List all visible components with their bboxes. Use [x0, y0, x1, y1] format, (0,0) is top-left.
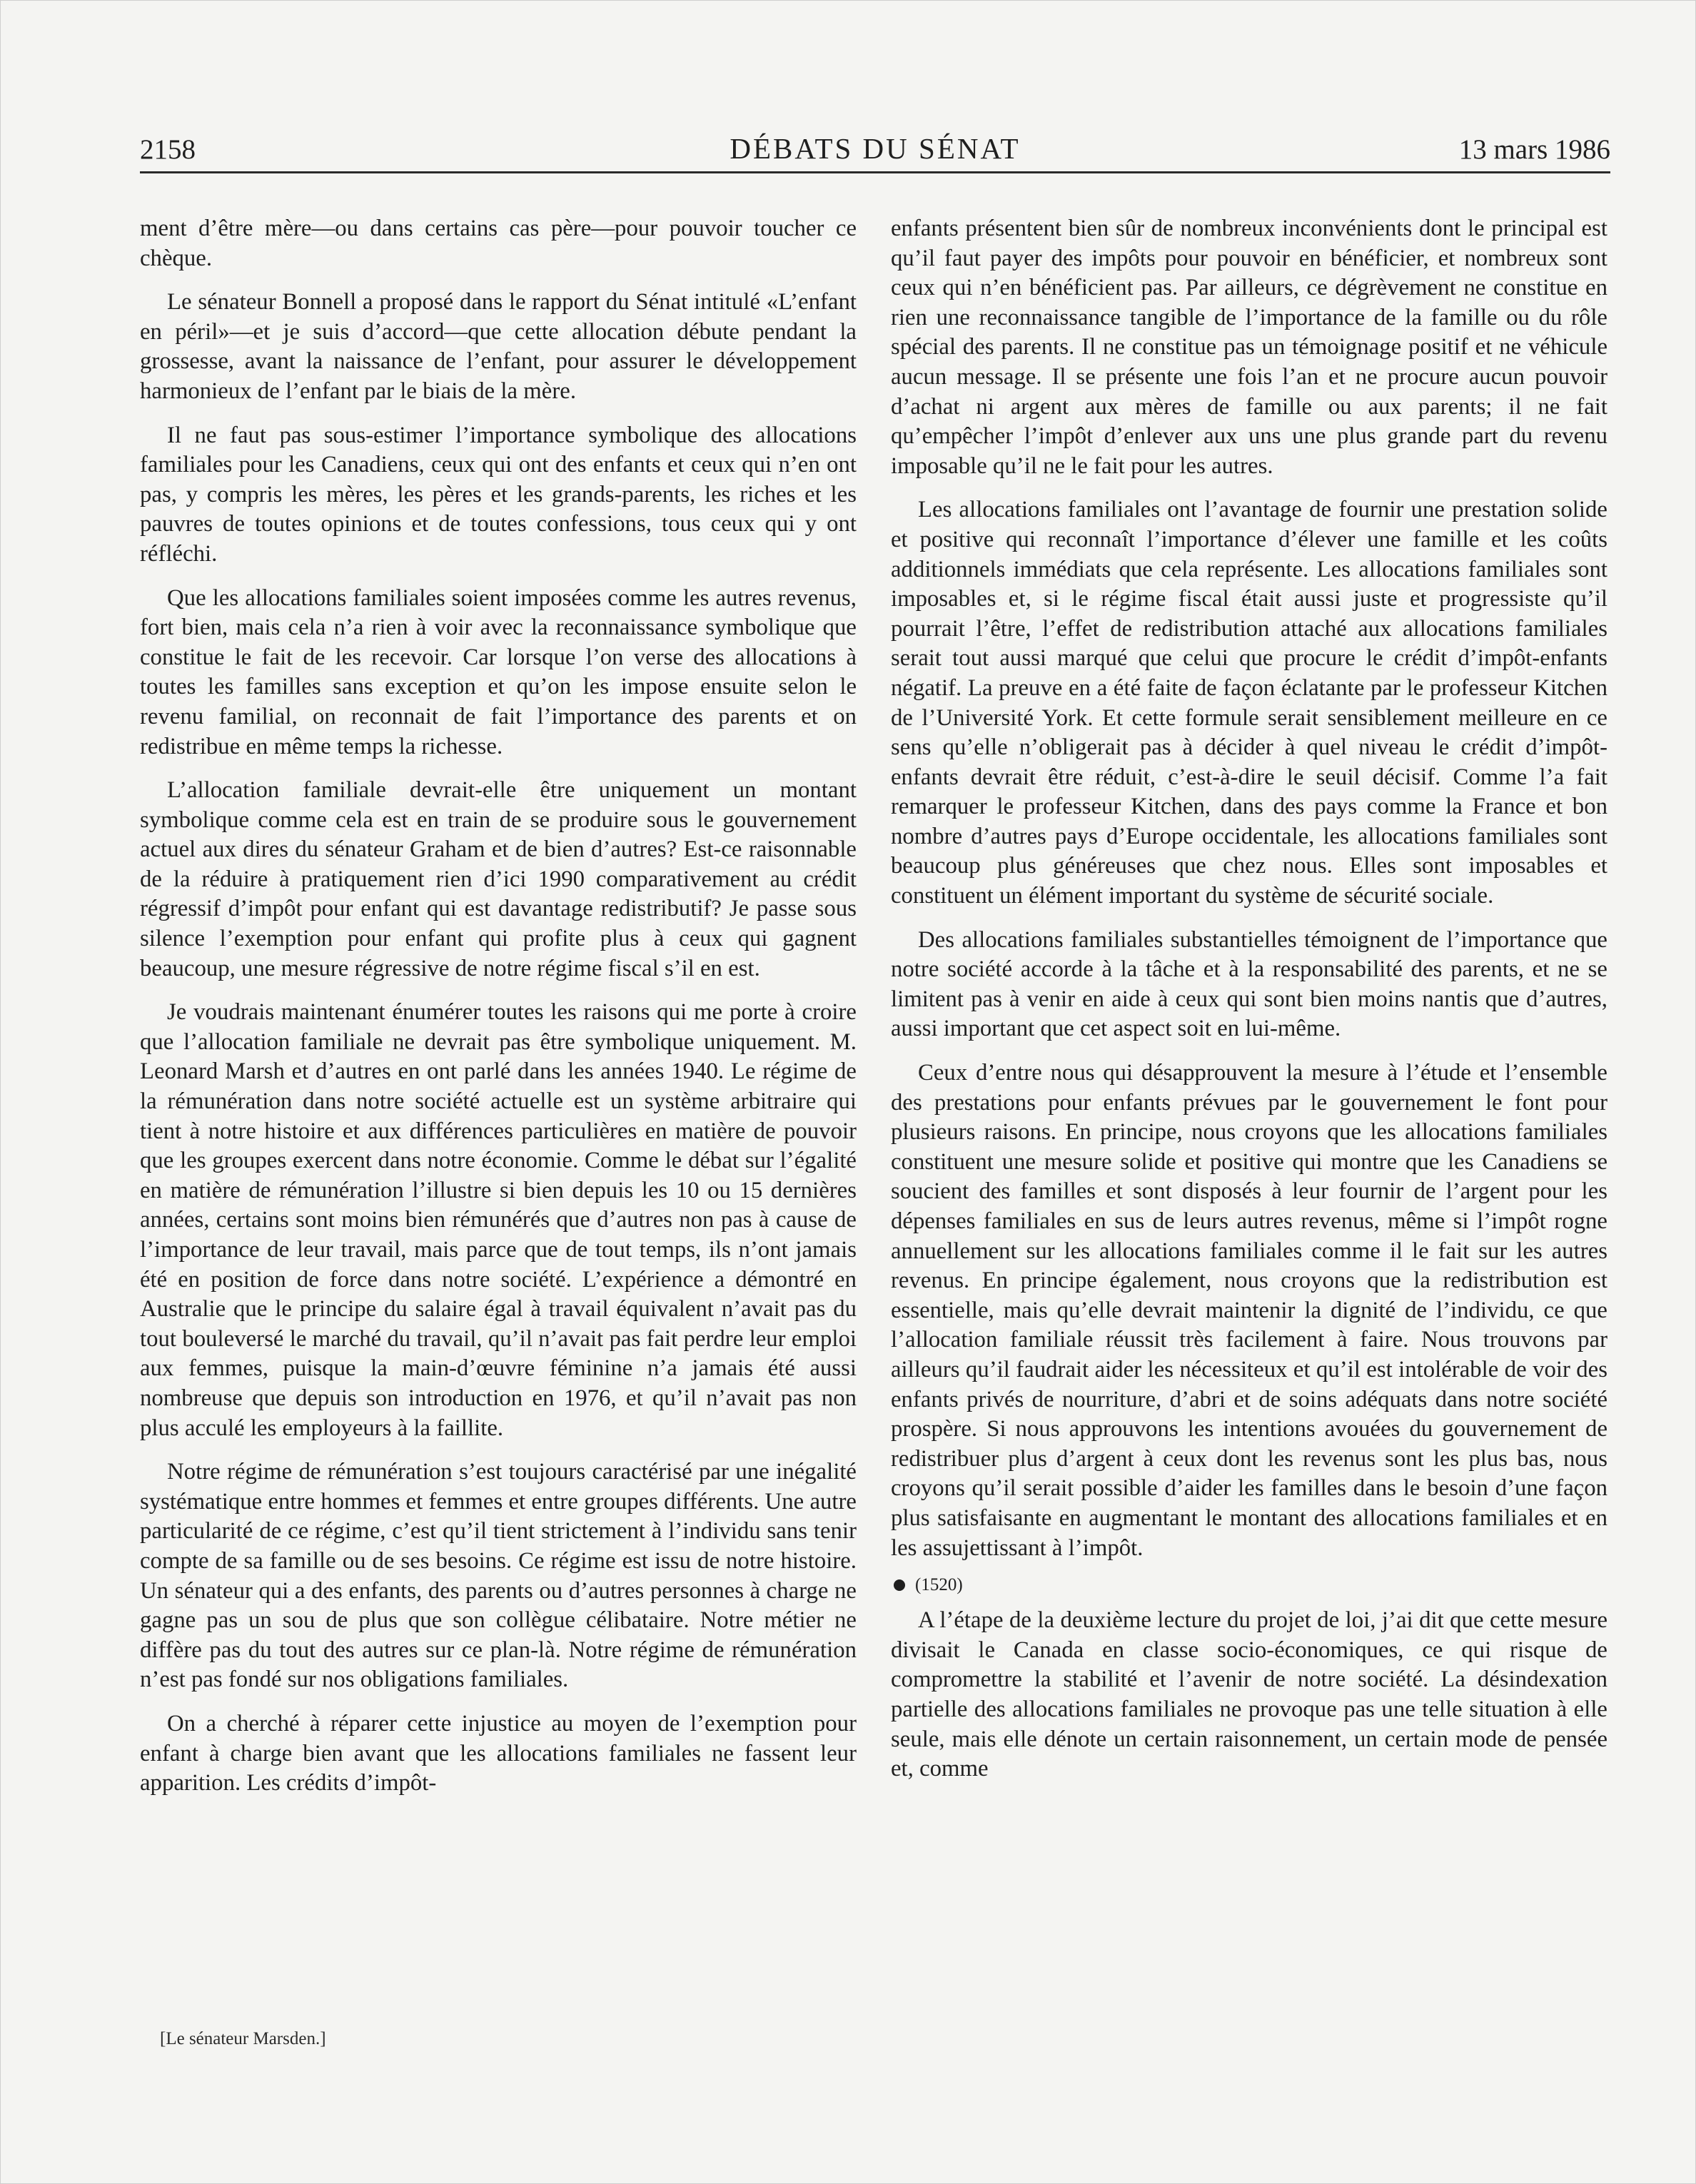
- speaker-footnote: [Le sénateur Marsden.]: [160, 2029, 326, 2048]
- paragraph: Le sénateur Bonnell a proposé dans le rapport du Sénat intitulé «L’enfant en péril»—et je suis d’accord—que cette allocation débute pendant la grossesse, avant la naissance de l’enfant, pour assurer le développement harmonieux de l’enfant par le biais de la mère.: [140, 289, 857, 404]
- page-title: DÉBATS DU SÉNAT: [730, 132, 1021, 165]
- paragraph: Des allocations familiales substantielles témoignent de l’importance que notre société accorde à la tâche et à la responsabilité des parents, et ne se limitent pas à venir en aide à ceux qui sont bien moins nantis que d’autres, aussi important que cet aspect soit en lui-même.: [891, 926, 1607, 1042]
- header-rule: [140, 171, 1610, 173]
- page-date: 13 mars 1986: [1458, 134, 1610, 165]
- page-number: 2158: [140, 134, 196, 165]
- paragraph: Il ne faut pas sous-estimer l’importance symbolique des allocations familiales pour les Canadiens, ceux qui ont des enfants et ceux qui n’en ont pas, y compris les mères, les pères et les grands-parents, les riches et les pauvres de toutes opinions et de toutes confessions, tous ceux qui y ont réfléchi.: [140, 422, 857, 567]
- paragraph: A l’étape de la deuxième lecture du projet de loi, j’ai dit que cette mesure divisait le Canada en classe socio-économiques, ce qui risque de compromettre la stabilité et l’avenir de notre société. La désindexation partielle des allocations familiales ne provoque pas une telle situation à elle seule, mais elle dénote un certain raisonnement, un certain mode de pensée et, comme: [891, 1607, 1607, 1782]
- right-column: [891, 214, 1607, 1784]
- paragraph: Ceux d’entre nous qui désapprouvent la mesure à l’étude et l’ensemble des prestations pour enfants prévues par le gouvernement le font pour plusieurs raisons. En principe, nous croyons que les allocations familiales constituent une mesure solide et positive qui montre que les Canadiens se soucient des familles et sont disposés à leur fournir de l’argent pour les dépenses familiales en sus de leurs autres revenus, même si l’impôt rogne annuellement sur les allocations familiales comme il le fait sur les autres revenus. En principe également, nous croyons que la redistribution est essentielle, mais qu’elle devrait maintenir la dignité de l’individu, ce que l’allocation familiale réussit très facilement à faire. Nous trouvons par ailleurs qu’il faudrait aider les nécessiteux et qu’il est intolérable de voir des enfants privés de nourriture, d’abri et de soins adéquats dans notre société prospère. Si nous approuvons les intentions avouées du gouvernement de redistribuer plus d’argent à ceux dont les revenus sont les plus bas, nous croyons qu’il serait possible d’aider les familles dans le besoin d’une façon plus satisfaisante en augmentant le montant des allocations familiales et en les assujettissant à l’impôt.: [891, 1060, 1607, 1561]
- paragraph: enfants présentent bien sûr de nombreux inconvénients dont le principal est qu’il faut payer des impôts pour pouvoir en bénéficier, et nombreux sont ceux qui n’en bénéficient pas. Par ailleurs, ce dégrèvement ne constitue en rien une reconnaissance tangible de l’importance de la famille ou du rôle spécial des parents. Il ne constitue pas un témoignage positif et ne véhicule aucun message. Il se présente une fois l’an et ne procure aucun pouvoir d’achat ni argent aux mères de famille ou aux parents; il ne fait qu’empêcher l’impôt d’enlever aux uns une plus grande part du revenu imposable qu’il ne le fait pour les autres.: [891, 216, 1607, 479]
- timestamp-text: (1520): [915, 1575, 963, 1595]
- paragraph: Je voudrais maintenant énumérer toutes les raisons qui me porte à croire que l’allocation familiale ne devrait pas être symbolique uniquement. M. Leonard Marsh et d’autres en ont parlé dans les années 1940. Le régime de la rémunération dans notre société actuelle est un système arbitraire qui tient à notre histoire et aux différences particulières en matière de pouvoir que les groupes exercent dans notre économie. Comme le débat sur l’égalité en matière de rémunération l’illustre si bien depuis les 10 ou 15 dernières années, certains sont moins bien rémunérés que d’autres non pas à cause de l’importance de leur travail, mais parce que de tout temps, ils n’ont jamais été en position de force dans notre société. L’expérience a démontré en Australie que le principe du salaire égal à travail équivalent n’avait pas du tout bouleversé le marché du travail, qu’il n’avait pas fait perdre leur emploi aux femmes, puisque la main-d’œuvre féminine n’a jamais été aussi nombreuse que depuis son introduction en 1976, et qu’il n’avait pas non plus acculé les employeurs à la faillite.: [140, 999, 857, 1441]
- bullet-icon: [894, 1579, 905, 1591]
- paragraph: Que les allocations familiales soient imposées comme les autres revenus, fort bien, mais cela n’a rien à voir avec la reconnaissance symbolique que constitue le fait de les recevoir. Car lorsque l’on verse des allocations à toutes les familles sans exception et qu’on les impose ensuite selon le revenu familial, on reconnait de fait l’importance des parents et on redistribue en même temps la richesse.: [140, 585, 857, 759]
- paragraph: Les allocations familiales ont l’avantage de fournir une prestation solide et positive qui reconnaît l’importance d’élever une famille et les coûts additionnels immédiats que cela représente. Les allocations familiales sont imposables et, si le régime fiscal était aussi juste et progressiste qu’il pourrait l’être, l’effet de redistribution attaché aux allocations familiales serait tout aussi marqué que celui que procure le crédit d’impôt-enfants négatif. La preuve en a été faite de façon éclatante par le professeur Kitchen de l’Université York. Et cette formule serait sensiblement meilleure en ce sens qu’elle n’obligerait pas à décider à quel niveau le crédit d’impôt-enfants devrait être réduit, c’est-à-dire le seuil décisif. Comme l’a fait remarquer le professeur Kitchen, dans des pays comme la France et bon nombre d’autres pays d’Europe occidentale, les allocations familiales sont beaucoup plus généreuses que chez nous. Elles sont imposables et constituent un élément important du système de sécurité sociale.: [891, 497, 1607, 909]
- timestamp-marker: [891, 1573, 1607, 1597]
- page-header: [140, 133, 1610, 173]
- paragraph: Notre régime de rémunération s’est toujours caractérisé par une inégalité systématique entre hommes et femmes et entre groupes différents. Une autre particularité de ce régime, c’est qu’il tient strictement à l’individu sans tenir compte de sa famille ou de ses besoins. Ce régime est issu de notre histoire. Un sénateur qui a des enfants, des parents ou d’autres personnes à charge ne gagne pas un sou de plus que son collègue célibataire. Notre métier ne diffère pas du tout des autres sur ce plan-là. Notre régime de rémunération n’est pas fondé sur nos obligations familiales.: [140, 1459, 857, 1693]
- paragraph: L’allocation familiale devrait-elle être uniquement un montant symbolique comme cela est en train de se produire sous le gouvernement actuel aux dires du sénateur Graham et de bien d’autres? Est-ce raisonnable de la réduire à pratiquement rien d’ici 1990 comparativement au crédit régressif d’impôt pour enfant qui est davantage redistributif? Je passe sous silence l’exemption pour enfant qui profite plus à ceux qui gagnent beaucoup, une mesure régressive de notre régime fiscal s’il en est.: [140, 777, 857, 981]
- left-column: [140, 214, 857, 1813]
- paragraph: ment d’être mère—ou dans certains cas père—pour pouvoir toucher ce chèque.: [140, 216, 857, 271]
- paragraph: On a cherché à réparer cette injustice au moyen de l’exemption pour enfant à charge bien avant que les allocations familiales ne fassent leur apparition. Les crédits d’impôt-: [140, 1710, 857, 1796]
